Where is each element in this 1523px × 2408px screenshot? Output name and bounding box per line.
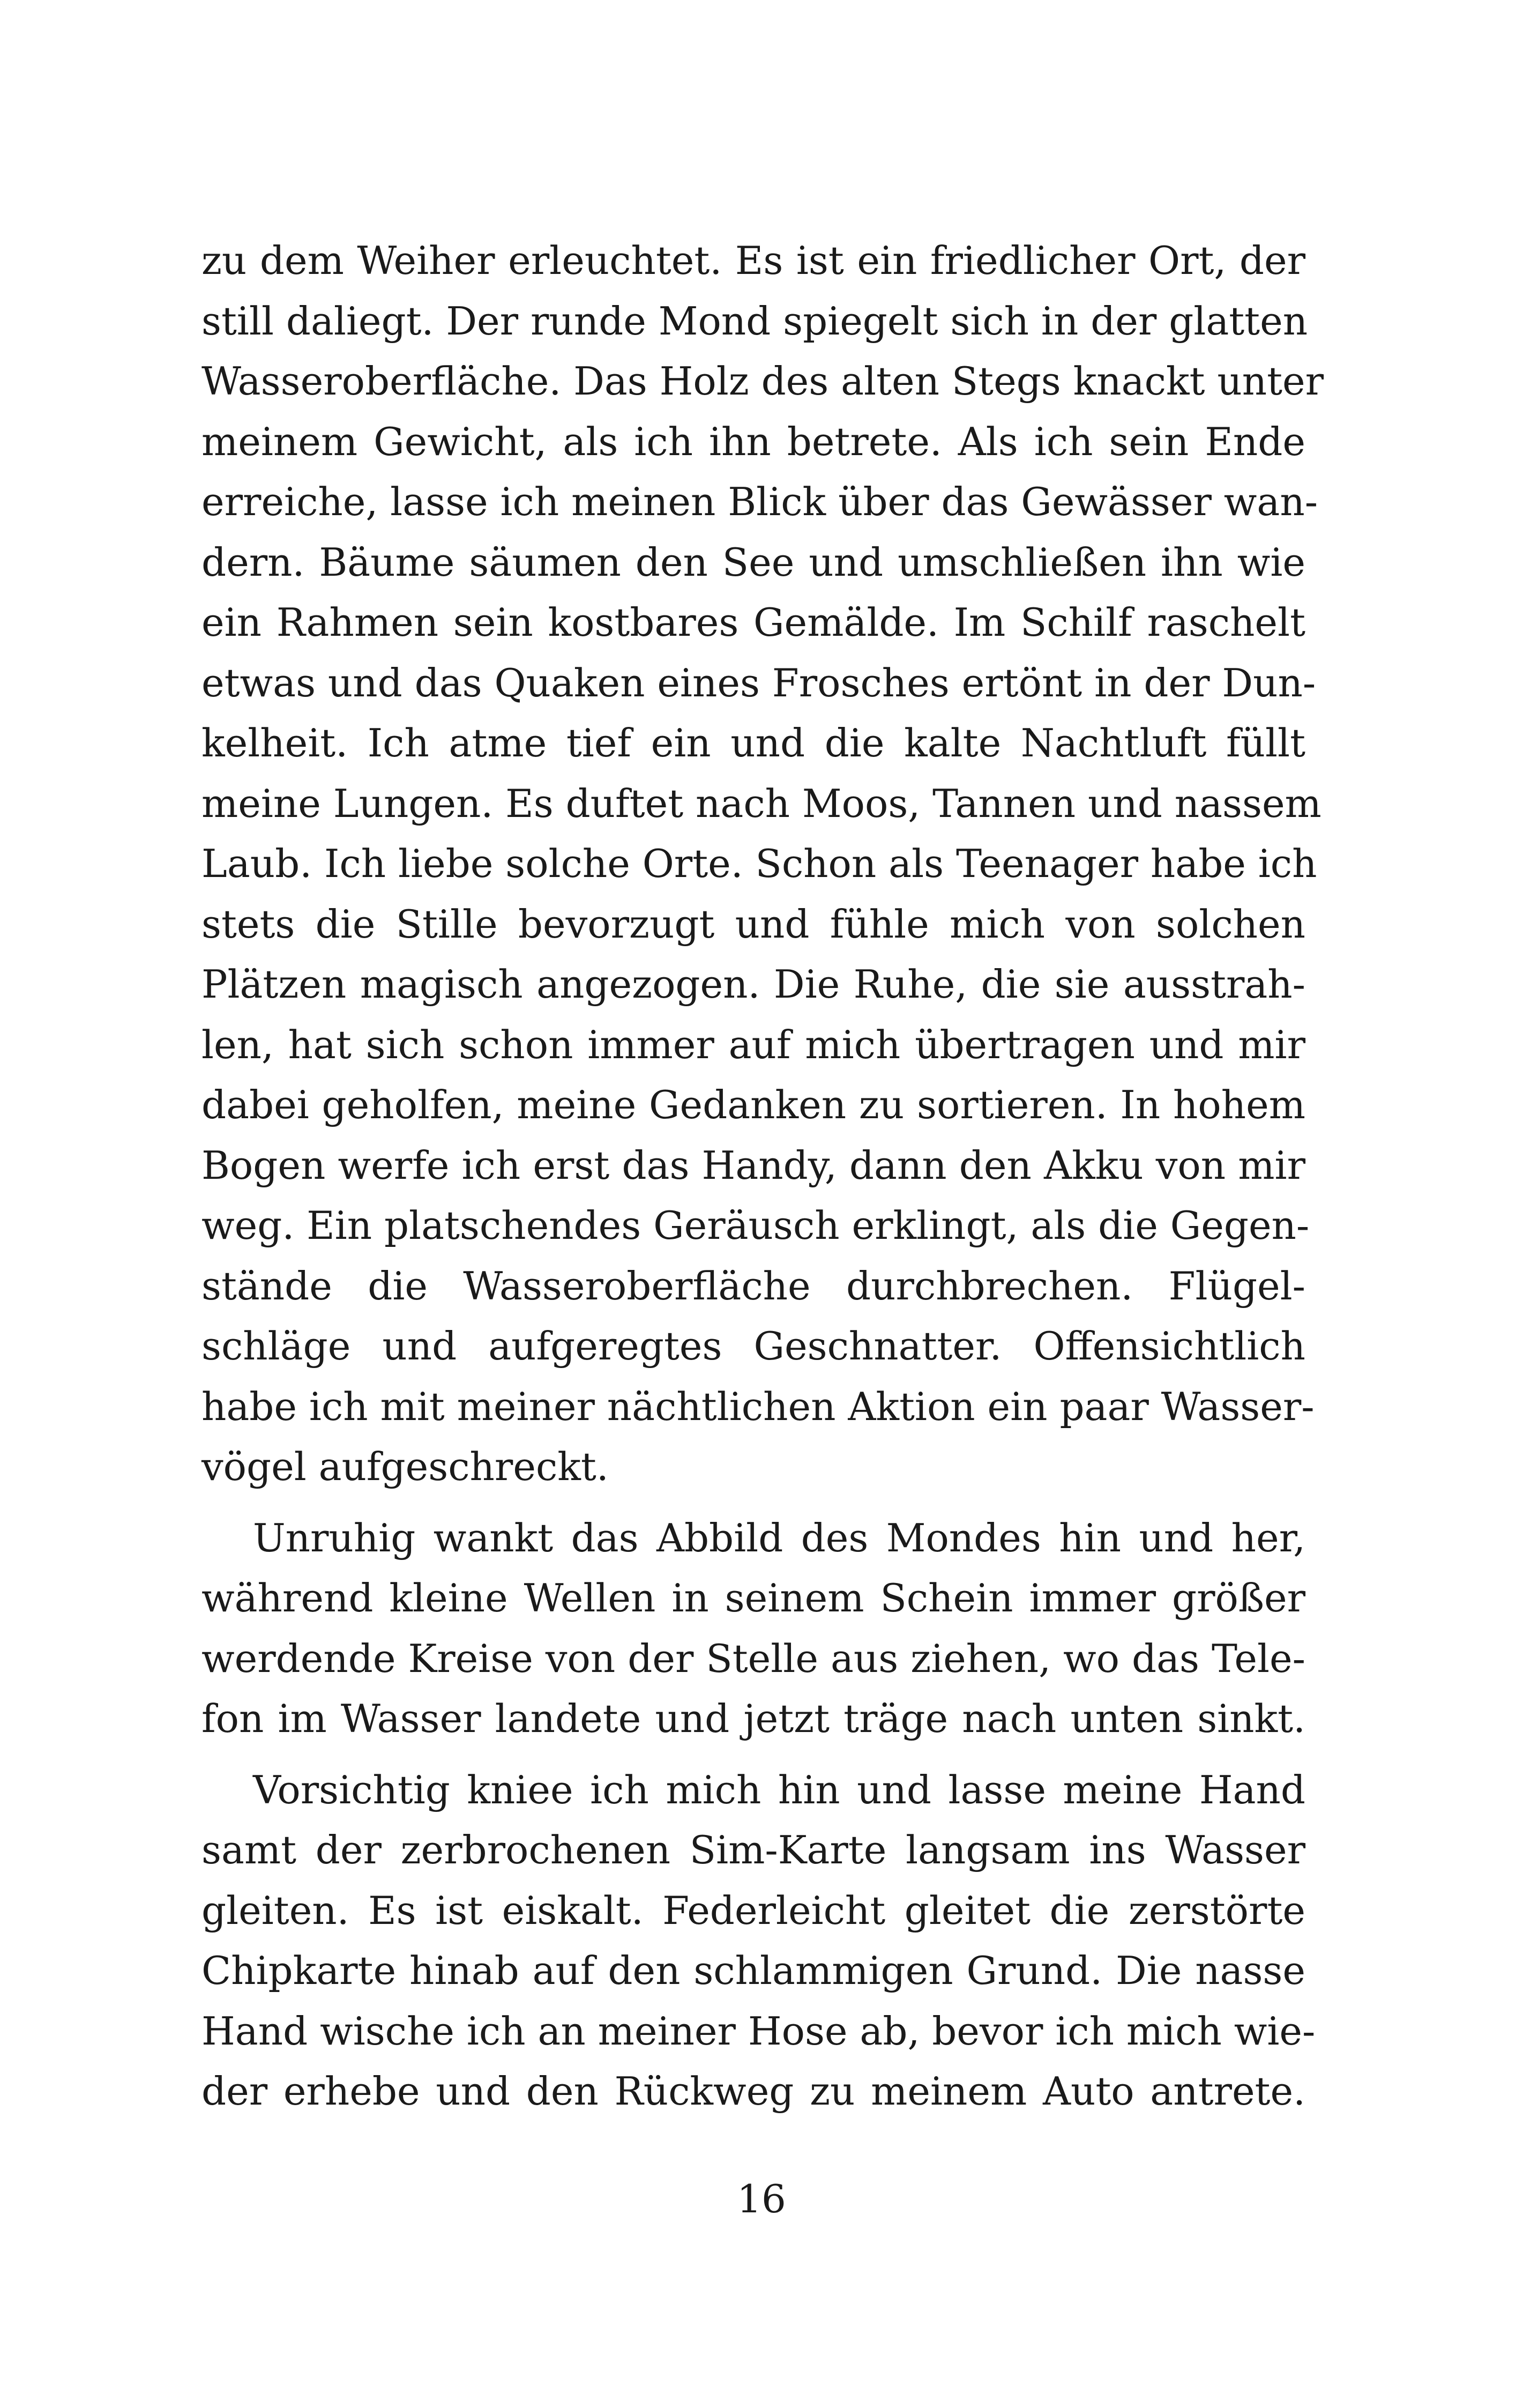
text-line: erreiche, lasse ich meinen Blick über das Gewässer wan- [201,479,1318,524]
text-line: samt der zerbrochenen Sim-Karte langsam ins Wasser [201,1827,1305,1872]
text-line: stets die Stille bevorzugt und fühle mich von solchen [201,901,1305,947]
text-line: schläge und aufgeregtes Geschnatter. Offensichtlich [201,1324,1305,1369]
text-line: Hand wische ich an meiner Hose ab, bevor ich mich wie- [201,2008,1316,2054]
paragraph-gap [201,1497,1305,1508]
text-line: ein Rahmen sein kostbares Gemälde. Im Schilf raschelt [201,600,1305,645]
text-line: Bogen werfe ich erst das Handy, dann den Akku von mir [201,1142,1305,1188]
text-line: dabei geholfen, meine Gedanken zu sortieren. In hohem [201,1082,1305,1127]
page-number: 16 [737,2176,786,2221]
text-line: meine Lungen. Es duftet nach Moos, Tannen und nassem [201,781,1322,826]
text-line: habe ich mit meiner nächtlichen Aktion ein paar Wasser- [201,1384,1315,1429]
text-line: kelheit. Ich atme tief ein und die kalte Nachtluft füllt [201,720,1305,765]
text-line: gleiten. Es ist eiskalt. Federleicht gleitet die zerstörte [201,1887,1305,1933]
text-line: während kleine Wellen in seinem Schein immer größer [201,1575,1305,1621]
text-line: stände die Wasseroberfläche durchbrechen. Flügel- [201,1263,1305,1309]
text-line: Unruhig wankt das Abbild des Mondes hin und her, [253,1515,1305,1560]
text-line: der erhebe und den Rückweg zu meinem Auto antrete. [201,2069,1305,2114]
paragraph-gap [201,1749,1305,1760]
text-line: fon im Wasser landete und jetzt träge nach unten sinkt. [201,1696,1305,1741]
text-line: zu dem Weiher erleuchtet. Es ist ein friedlicher Ort, der [201,238,1305,283]
body-text [201,231,1324,2122]
text-line: len, hat sich schon immer auf mich übertragen und mir [201,1022,1305,1067]
text-line: weg. Ein platschendes Geräusch erklingt, als die Gegen- [201,1203,1310,1248]
text-line: Vorsichtig kniee ich mich hin und lasse meine Hand [253,1767,1305,1812]
text-line: still daliegt. Der runde Mond spiegelt sich in der glatten [201,298,1308,344]
text-line: werdende Kreise von der Stelle aus ziehen, wo das Tele- [201,1636,1305,1681]
text-line: vögel aufgeschreckt. [201,1444,609,1489]
text-line: meinem Gewicht, als ich ihn betrete. Als ich sein Ende [201,419,1305,464]
text-line: Chipkarte hinab auf den schlammigen Grund. Die nasse [201,1948,1305,1993]
text-line: Wasseroberfläche. Das Holz des alten Stegs knackt unter [201,359,1324,404]
text-line: Plätzen magisch angezogen. Die Ruhe, die sie ausstrah- [201,962,1305,1007]
text-line: Laub. Ich liebe solche Orte. Schon als Teenager habe ich [201,841,1317,886]
text-line: dern. Bäume säumen den See und umschließen ihn wie [201,539,1305,585]
text-line: etwas und das Quaken eines Frosches ertönt in der Dun- [201,660,1316,705]
